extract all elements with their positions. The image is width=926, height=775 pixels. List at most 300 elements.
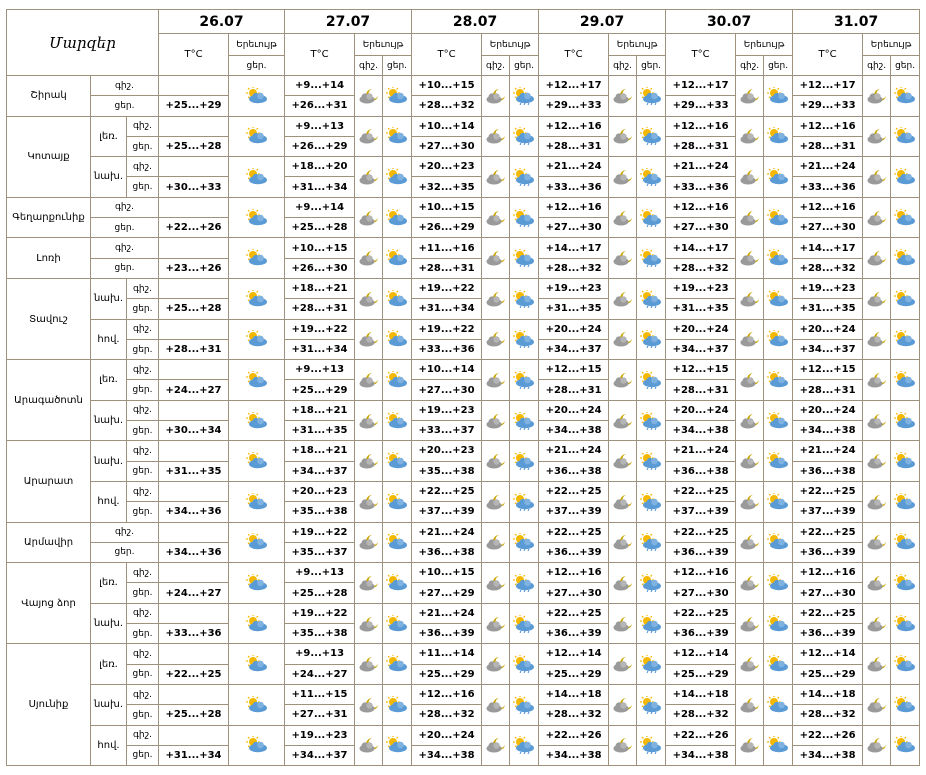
weather-icon [764, 400, 793, 441]
period-label: գիշ. [127, 441, 159, 461]
weather-icon [383, 563, 412, 604]
temp-value: +35...+37 [285, 542, 355, 562]
temp-value: +33...+36 [539, 177, 609, 197]
weather-icon [736, 278, 764, 319]
temp-value: +31...+35 [793, 299, 863, 319]
weather-icon [383, 319, 412, 360]
temp-value: +21...+24 [412, 522, 482, 542]
table-row [7, 481, 920, 501]
period-label: գիշ. [127, 644, 159, 664]
weather-icon [764, 157, 793, 198]
weather-icon [637, 278, 666, 319]
weather-icon [736, 603, 764, 644]
weather-icon [764, 603, 793, 644]
weather-icon [764, 360, 793, 401]
region-name: Սյունիք [7, 644, 91, 766]
weather-icon [764, 441, 793, 482]
zone-label: հով. [91, 725, 127, 766]
forecast-table [6, 9, 920, 766]
weather-icon [229, 441, 285, 482]
temp-value: +34...+36 [159, 542, 229, 562]
temp-value: +28...+31 [666, 136, 736, 156]
weather-icon [609, 116, 637, 157]
temp-value [159, 319, 229, 339]
temp-value: +28...+31 [285, 299, 355, 319]
temp-value: +29...+33 [539, 96, 609, 116]
period-label: գիշ. [91, 76, 159, 96]
temp-value: +12...+15 [793, 360, 863, 380]
temp-value: +19...+23 [793, 278, 863, 298]
temp-value: +12...+16 [666, 563, 736, 583]
date-header: 27.07 [285, 10, 412, 34]
temp-value: +36...+38 [793, 461, 863, 481]
weather-icon [482, 400, 510, 441]
weather-icon [637, 725, 666, 766]
temp-value: +9...+13 [285, 116, 355, 136]
temp-value: +10...+15 [412, 197, 482, 217]
table-title: Մարզեր [7, 10, 159, 76]
temp-col-header: T°C [666, 34, 736, 76]
temp-value: +27...+29 [412, 583, 482, 603]
weather-icon [891, 481, 920, 522]
temp-value: +12...+16 [793, 116, 863, 136]
temp-value: +12...+14 [666, 644, 736, 664]
region-name: Տավուշ [7, 278, 91, 359]
period-label: գիշ. [127, 725, 159, 745]
temp-value: +32...+35 [412, 177, 482, 197]
temp-value: +27...+30 [793, 583, 863, 603]
weather-icon [764, 278, 793, 319]
weather-icon [510, 644, 539, 685]
temp-value: +36...+38 [412, 542, 482, 562]
temp-value: +22...+25 [412, 481, 482, 501]
temp-value: +27...+31 [285, 705, 355, 725]
temp-value: +19...+22 [285, 603, 355, 623]
temp-value: +34...+37 [285, 461, 355, 481]
period-label: ցեր. [127, 177, 159, 197]
weather-icon [609, 603, 637, 644]
table-row [7, 238, 920, 258]
temp-value: +30...+33 [159, 177, 229, 197]
weather-icon [863, 400, 891, 441]
weather-icon [229, 116, 285, 157]
temp-value: +19...+23 [539, 278, 609, 298]
temp-value: +14...+18 [539, 684, 609, 704]
weather-icon [355, 441, 383, 482]
weather-icon [891, 76, 920, 117]
weather-icon [229, 157, 285, 198]
temp-value: +37...+39 [793, 502, 863, 522]
weather-icon [891, 563, 920, 604]
temp-value: +9...+13 [285, 360, 355, 380]
weather-icon [891, 522, 920, 563]
weather-icon [637, 441, 666, 482]
weather-icon [355, 157, 383, 198]
weather-icon [482, 157, 510, 198]
weather-icon [764, 522, 793, 563]
temp-value: +21...+24 [539, 441, 609, 461]
temp-value: +9...+13 [285, 563, 355, 583]
temp-value: +25...+29 [539, 664, 609, 684]
weather-icon [764, 481, 793, 522]
table-row [7, 76, 920, 96]
weather-icon [510, 725, 539, 766]
temp-value: +25...+29 [666, 664, 736, 684]
period-label: ցեր. [127, 461, 159, 481]
weather-icon [863, 644, 891, 685]
temp-value: +19...+22 [412, 319, 482, 339]
zone-label: նախ. [91, 441, 127, 482]
temp-value [159, 725, 229, 745]
weather-icon [383, 238, 412, 279]
temp-value: +20...+24 [412, 725, 482, 745]
temp-value: +12...+14 [539, 644, 609, 664]
temp-value: +26...+29 [412, 218, 482, 238]
weather-icon [482, 481, 510, 522]
weather-icon [383, 603, 412, 644]
zone-label: հով. [91, 319, 127, 360]
weather-icon [355, 684, 383, 725]
weather-icon [383, 522, 412, 563]
weather-icon [482, 197, 510, 238]
temp-value: +12...+16 [539, 116, 609, 136]
weather-icon [891, 116, 920, 157]
temp-value: +33...+36 [666, 177, 736, 197]
temp-value: +22...+25 [793, 481, 863, 501]
weather-icon [510, 360, 539, 401]
temp-value: +35...+38 [285, 624, 355, 644]
temp-value: +12...+16 [793, 563, 863, 583]
weather-icon [355, 481, 383, 522]
temp-value: +20...+24 [539, 319, 609, 339]
weather-icon [383, 684, 412, 725]
temp-value: +19...+23 [412, 400, 482, 420]
temp-value [159, 360, 229, 380]
weather-icon [510, 319, 539, 360]
weather-icon [383, 360, 412, 401]
weather-icon [609, 278, 637, 319]
temp-value: +27...+30 [666, 583, 736, 603]
temp-value: +36...+39 [666, 624, 736, 644]
temp-value: +34...+38 [539, 421, 609, 441]
weather-icon [736, 197, 764, 238]
weather-icon [383, 481, 412, 522]
period-label: գիշ. [127, 319, 159, 339]
weather-icon [736, 441, 764, 482]
temp-value: +22...+25 [539, 522, 609, 542]
weather-icon [764, 76, 793, 117]
temp-value: +21...+24 [412, 603, 482, 623]
temp-value: +21...+24 [793, 441, 863, 461]
table-row [7, 441, 920, 461]
weather-icon [383, 116, 412, 157]
temp-value: +25...+29 [159, 96, 229, 116]
temp-value: +21...+24 [793, 157, 863, 177]
table-row [7, 684, 920, 704]
temp-value: +22...+25 [793, 522, 863, 542]
temp-value: +22...+25 [666, 481, 736, 501]
temp-value: +31...+35 [285, 421, 355, 441]
temp-value [159, 644, 229, 664]
phen-col-header: Երեւույթ [863, 34, 920, 56]
period-label: ցեր. [127, 421, 159, 441]
temp-value: +31...+34 [285, 177, 355, 197]
temp-value: +12...+17 [539, 76, 609, 96]
temp-value: +36...+39 [412, 624, 482, 644]
region-name: Գեղարքունիք [7, 197, 91, 238]
period-label: ցեր. [127, 624, 159, 644]
weather-icon [736, 157, 764, 198]
weather-icon [637, 76, 666, 117]
temp-value: +22...+25 [666, 603, 736, 623]
weather-icon [736, 319, 764, 360]
temp-value: +25...+28 [285, 583, 355, 603]
period-label: գիշ. [127, 157, 159, 177]
night-col-header: գիշ. [863, 56, 891, 76]
weather-icon [609, 76, 637, 117]
weather-icon [482, 278, 510, 319]
weather-icon [383, 441, 412, 482]
weather-icon [637, 400, 666, 441]
region-name: Շիրակ [7, 76, 91, 117]
temp-value: +10...+15 [412, 563, 482, 583]
phen-col-header: Երեւույթ [229, 34, 285, 56]
weather-icon [482, 76, 510, 117]
temp-value: +26...+30 [285, 258, 355, 278]
temp-value: +36...+39 [539, 624, 609, 644]
temp-value: +18...+21 [285, 278, 355, 298]
temp-value: +28...+31 [793, 380, 863, 400]
temp-value: +19...+22 [412, 278, 482, 298]
zone-label: լեռ. [91, 360, 127, 401]
weather-icon [609, 563, 637, 604]
weather-icon [863, 76, 891, 117]
temp-value: +9...+14 [285, 76, 355, 96]
period-label: ցեր. [127, 664, 159, 684]
weather-icon [482, 563, 510, 604]
weather-icon [510, 481, 539, 522]
weather-icon [891, 400, 920, 441]
period-label: գիշ. [127, 360, 159, 380]
temp-value: +21...+24 [666, 441, 736, 461]
temp-value: +28...+31 [793, 136, 863, 156]
day-col-header: ցեր. [637, 56, 666, 76]
temp-col-header: T°C [412, 34, 482, 76]
weather-icon [736, 238, 764, 279]
temp-value: +12...+16 [412, 684, 482, 704]
weather-icon [891, 725, 920, 766]
region-name: Կոտայք [7, 116, 91, 197]
zone-label: նախ. [91, 400, 127, 441]
zone-label: նախ. [91, 684, 127, 725]
weather-icon [482, 684, 510, 725]
weather-icon [510, 441, 539, 482]
temp-col-header: T°C [539, 34, 609, 76]
weather-icon [355, 563, 383, 604]
temp-value: +26...+29 [285, 136, 355, 156]
table-row [7, 319, 920, 339]
temp-value: +28...+32 [539, 258, 609, 278]
temp-value: +25...+29 [285, 380, 355, 400]
temp-value [159, 684, 229, 704]
weather-icon [736, 644, 764, 685]
period-label: գիշ. [127, 481, 159, 501]
temp-value: +14...+18 [793, 684, 863, 704]
weather-icon [609, 684, 637, 725]
temp-value: +31...+35 [666, 299, 736, 319]
table-row [7, 360, 920, 380]
weather-icon [764, 197, 793, 238]
temp-value: +12...+16 [539, 563, 609, 583]
weather-icon [510, 400, 539, 441]
weather-icon [637, 116, 666, 157]
temp-value [159, 278, 229, 298]
weather-icon [355, 319, 383, 360]
weather-icon [510, 278, 539, 319]
temp-value: +28...+32 [412, 96, 482, 116]
weather-icon [637, 157, 666, 198]
temp-value: +33...+36 [412, 339, 482, 359]
temp-value: +27...+30 [539, 583, 609, 603]
date-header: 26.07 [159, 10, 285, 34]
temp-value: +28...+31 [159, 339, 229, 359]
temp-value: +22...+26 [666, 725, 736, 745]
temp-value: +30...+34 [159, 421, 229, 441]
temp-value [159, 481, 229, 501]
temp-value: +27...+30 [412, 136, 482, 156]
day-col-header: ցեր. [229, 56, 285, 76]
temp-value: +22...+26 [159, 218, 229, 238]
weather-icon [355, 278, 383, 319]
weather-icon [863, 360, 891, 401]
weather-icon [609, 644, 637, 685]
weather-icon [482, 360, 510, 401]
day-col-header: ցեր. [383, 56, 412, 76]
temp-value: +34...+38 [666, 421, 736, 441]
region-name: Արարատ [7, 441, 91, 522]
temp-value: +12...+14 [793, 644, 863, 664]
weather-icon [609, 197, 637, 238]
weather-icon [609, 400, 637, 441]
weather-icon [510, 116, 539, 157]
weather-icon [736, 76, 764, 117]
temp-value: +29...+33 [666, 96, 736, 116]
weather-icon [609, 360, 637, 401]
temp-value: +22...+26 [793, 725, 863, 745]
weather-icon [863, 116, 891, 157]
period-label: ցեր. [127, 705, 159, 725]
temp-value: +12...+17 [793, 76, 863, 96]
period-label: գիշ. [127, 400, 159, 420]
zone-label: նախ. [91, 278, 127, 319]
weather-icon [891, 360, 920, 401]
temp-value: +36...+39 [539, 542, 609, 562]
temp-value: +14...+17 [539, 238, 609, 258]
table-row [7, 400, 920, 420]
temp-value [159, 238, 229, 258]
period-label: գիշ. [127, 278, 159, 298]
period-label: ցեր. [91, 258, 159, 278]
temp-value: +31...+34 [412, 299, 482, 319]
temp-value: +33...+36 [159, 624, 229, 644]
weather-icon [736, 563, 764, 604]
table-row [7, 522, 920, 542]
day-col-header: ցեր. [510, 56, 539, 76]
temp-col-header: T°C [285, 34, 355, 76]
temp-value: +18...+21 [285, 400, 355, 420]
weather-icon [863, 522, 891, 563]
region-name: Արմավիր [7, 522, 91, 563]
weather-icon [736, 684, 764, 725]
weather-icon [609, 238, 637, 279]
temp-value: +33...+37 [412, 421, 482, 441]
temp-value: +22...+25 [666, 522, 736, 542]
weather-icon [863, 278, 891, 319]
temp-value: +29...+33 [793, 96, 863, 116]
temp-value: +28...+31 [666, 380, 736, 400]
temp-value: +28...+31 [539, 136, 609, 156]
temp-value: +28...+31 [539, 380, 609, 400]
temp-value: +19...+22 [285, 319, 355, 339]
temp-value: +22...+25 [539, 603, 609, 623]
weather-icon [609, 319, 637, 360]
temp-value: +27...+30 [412, 380, 482, 400]
temp-value: +19...+23 [666, 278, 736, 298]
temp-value [159, 441, 229, 461]
weather-icon [764, 563, 793, 604]
temp-value: +9...+13 [285, 644, 355, 664]
temp-value: +25...+28 [159, 136, 229, 156]
temp-value: +25...+29 [412, 664, 482, 684]
weather-icon [736, 725, 764, 766]
weather-icon [355, 603, 383, 644]
temp-value: +34...+38 [793, 421, 863, 441]
period-label: գիշ. [127, 684, 159, 704]
temp-value: +35...+38 [412, 461, 482, 481]
weather-icon [609, 157, 637, 198]
weather-icon [863, 603, 891, 644]
temp-value: +25...+28 [159, 299, 229, 319]
weather-icon [229, 319, 285, 360]
temp-value: +14...+17 [666, 238, 736, 258]
temp-value: +31...+34 [285, 339, 355, 359]
weather-icon [637, 684, 666, 725]
temp-value: +11...+15 [285, 684, 355, 704]
temp-value: +36...+38 [539, 461, 609, 481]
temp-value: +10...+15 [412, 76, 482, 96]
weather-icon [609, 441, 637, 482]
temp-value: +25...+29 [793, 664, 863, 684]
temp-value [159, 157, 229, 177]
weather-icon [891, 238, 920, 279]
temp-value: +34...+38 [412, 745, 482, 765]
zone-label: հով. [91, 481, 127, 522]
weather-icon [383, 76, 412, 117]
weather-icon [637, 563, 666, 604]
temp-value: +27...+30 [539, 218, 609, 238]
temp-value: +12...+15 [666, 360, 736, 380]
weather-icon [355, 197, 383, 238]
weather-icon [510, 522, 539, 563]
weather-icon [863, 684, 891, 725]
weather-icon [229, 76, 285, 117]
temp-value: +36...+38 [666, 461, 736, 481]
region-name: Վայոց ձոր [7, 563, 91, 644]
weather-icon [383, 157, 412, 198]
weather-icon [229, 197, 285, 238]
temp-value: +9...+14 [285, 197, 355, 217]
weather-icon [637, 360, 666, 401]
